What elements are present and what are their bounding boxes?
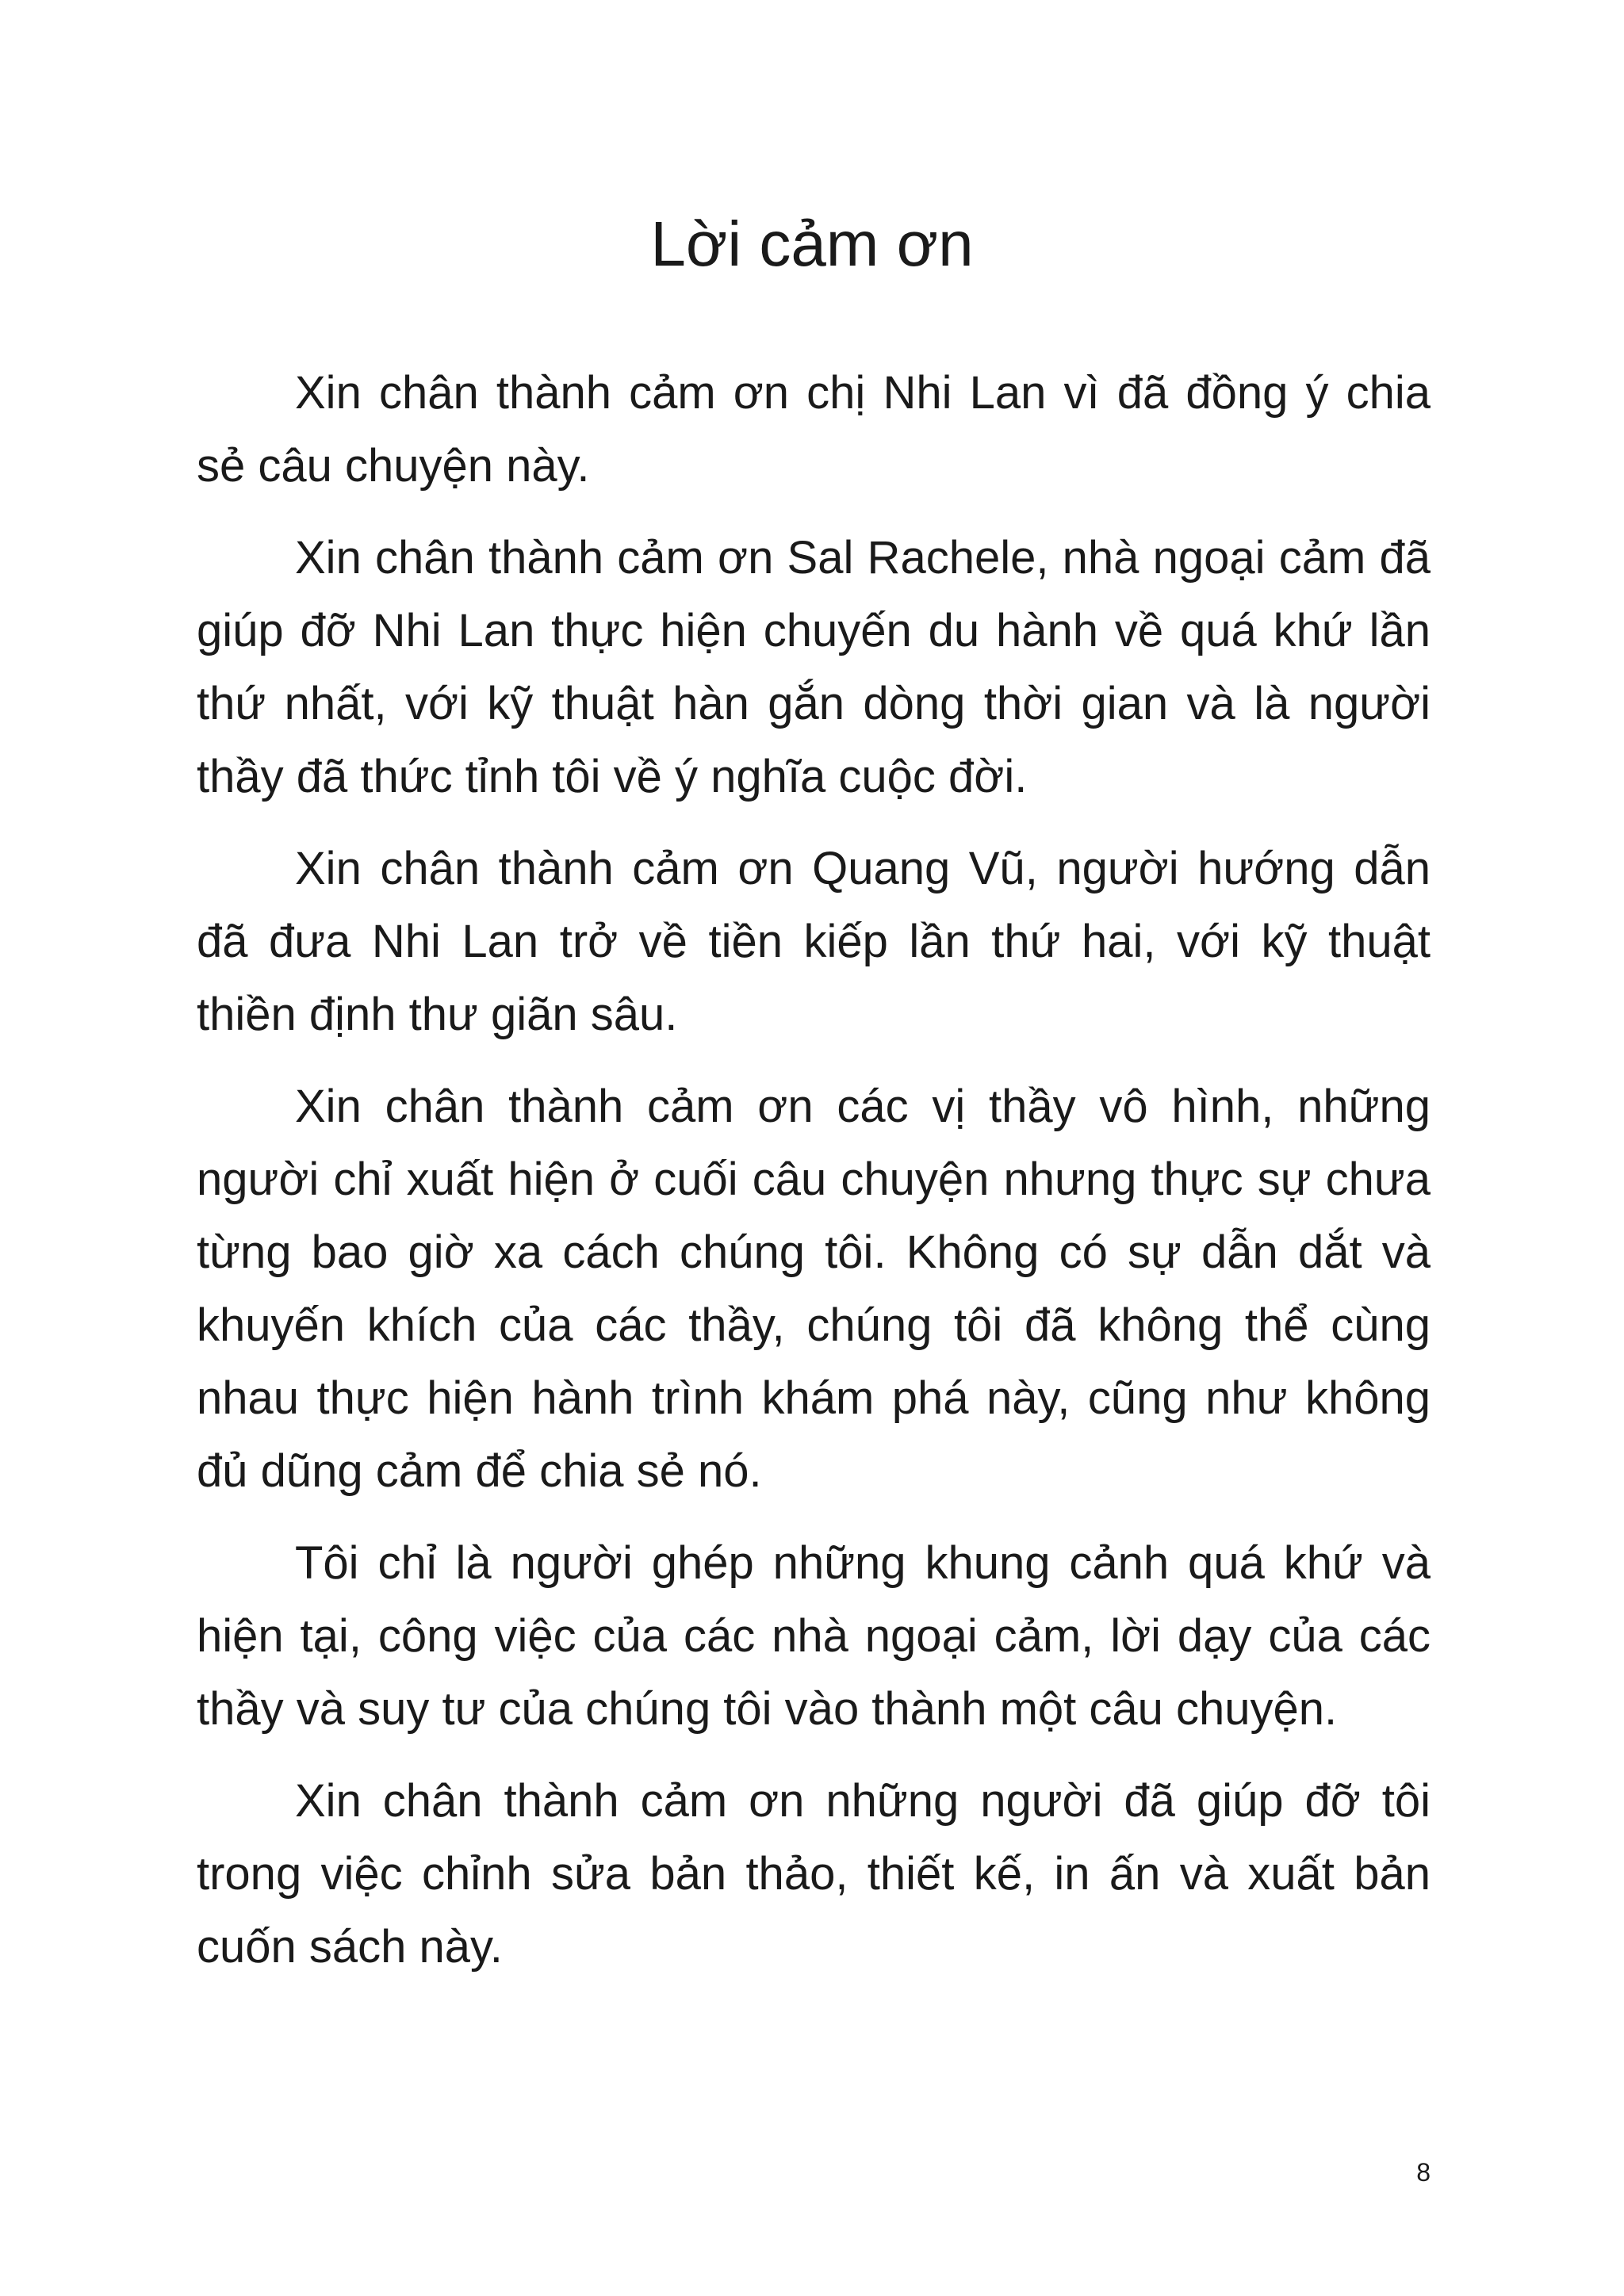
paragraph: Xin chân thành cảm ơn Quang Vũ, người hướng dẫn đã đưa Nhi Lan trở về tiền kiếp lần thứ hai, với kỹ thuật thiền định thư giãn sâu. [197, 843, 1431, 1040]
acknowledgements-body [197, 357, 1431, 2003]
page-title: Lời cảm ơn [650, 209, 974, 279]
paragraph: Xin chân thành cảm ơn các vị thầy vô hình, những người chỉ xuất hiện ở cuối câu chuyện nhưng thực sự chưa từng bao giờ xa cách chúng tôi. Không có sự dẫn dắt và khuyến khích của các thầy, chúng tôi đã không thể cùng nhau thực hiện hành trình khám phá này, cũng như không đủ dũng cảm để chia sẻ nó. [197, 1081, 1431, 1497]
paragraph: Tôi chỉ là người ghép những khung cảnh quá khứ và hiện tại, công việc của các nhà ngoại cảm, lời dạy của các thầy và suy tư của chúng tôi vào thành một câu chuyện. [197, 1537, 1431, 1735]
paragraph: Xin chân thành cảm ơn Sal Rachele, nhà ngoại cảm đã giúp đỡ Nhi Lan thực hiện chuyến du hành về quá khứ lần thứ nhất, với kỹ thuật hàn gắn dòng thời gian và là người thầy đã thức tỉnh tôi về ý nghĩa cuộc đời. [197, 532, 1431, 802]
paragraph: Xin chân thành cảm ơn chị Nhi Lan vì đã đồng ý chia sẻ câu chuyện này. [197, 367, 1431, 492]
paragraph: Xin chân thành cảm ơn những người đã giúp đỡ tôi trong việc chỉnh sửa bản thảo, thiết kế, in ấn và xuất bản cuốn sách này. [197, 1775, 1431, 1973]
page-number: 8 [1416, 2158, 1431, 2187]
